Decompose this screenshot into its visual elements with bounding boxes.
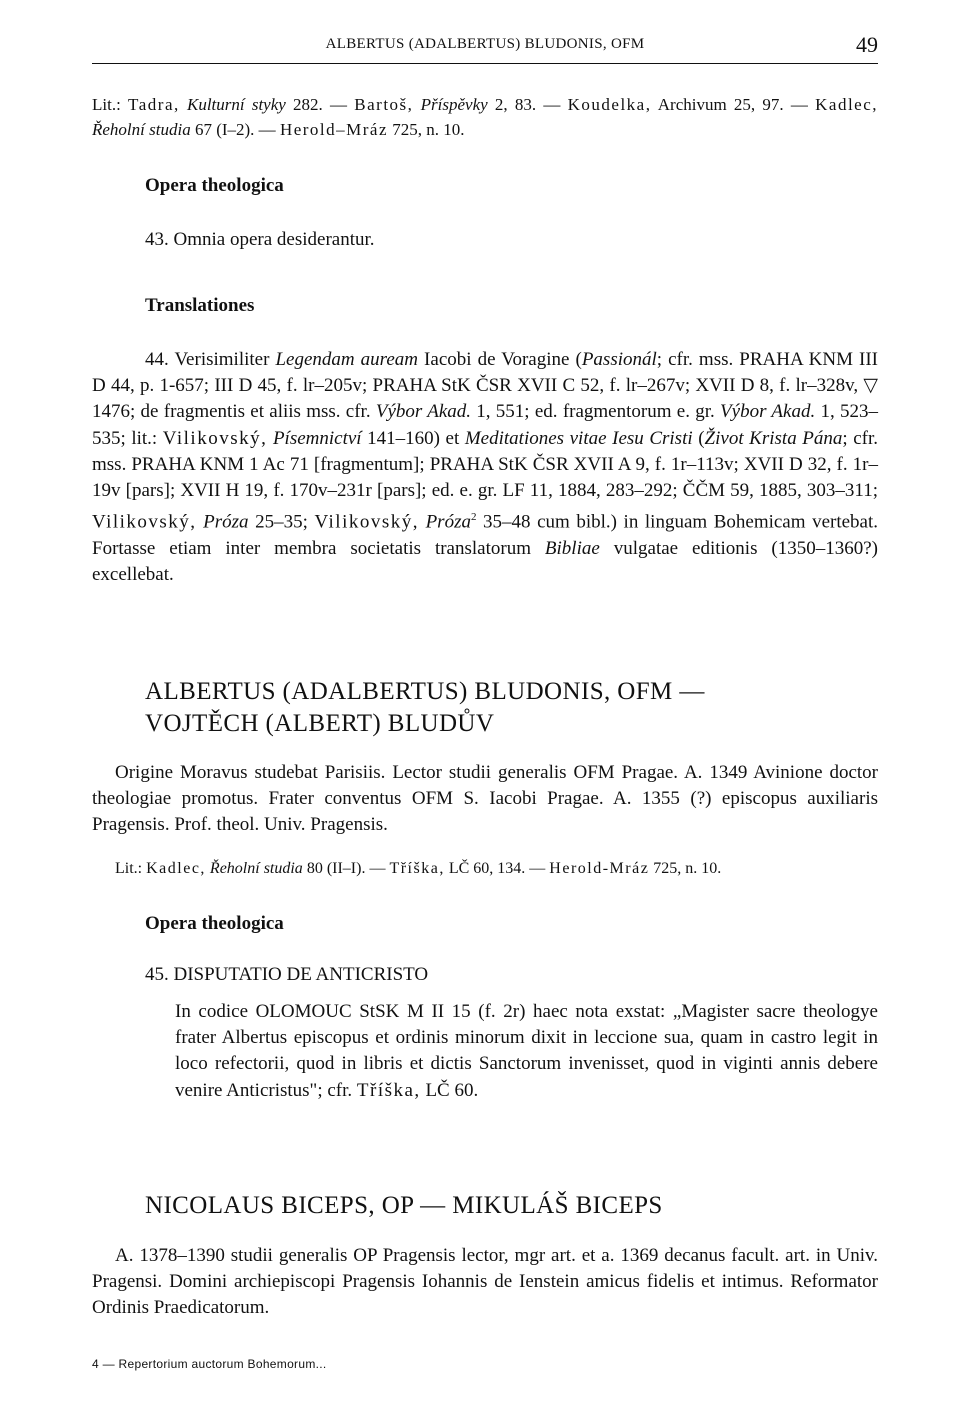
section-heading: Translationes (145, 295, 255, 316)
work-title: Příspěvky (420, 95, 488, 114)
author-name: Vilikovský, (162, 427, 268, 449)
author-name: Herold-Mráz (549, 860, 650, 877)
page-number: 49 (856, 32, 878, 57)
header-rule (92, 63, 878, 64)
author-name: Koudelka, (567, 95, 652, 114)
author-name: Kadlec, (815, 95, 879, 114)
author-name: Vilikovský, (314, 511, 419, 533)
work-title: Kulturní styky (186, 95, 286, 114)
text-run: Iacobi de Voragine ( (418, 349, 582, 370)
work-entry: 43. Omnia opera desiderantur. (145, 229, 375, 250)
biography-paragraph: A. 1378–1390 studii generalis OP Pragensis lector, mgr art. et a. 1369 decanus facult. art. in Univ. Pragensi. Domini archiepiscopi Pragensis Iohannis de Ienstein amicus fidelis et intimus. Reformator Ordinis Praedicatorum. (92, 1245, 878, 1319)
reference: 2, 83. — (487, 95, 561, 114)
text-run: ; cfr. mss. PRAHA KNM 1 Ac 71 [fragmentum]; PRAHA StK ČSR XVII A 9, f. 1r–113v; XVII D 32, f. 1r–19v [pars]; XVII H 19, f. 170v–231r [pars]; ed. e. gr. LF 11, 1884, 283–292; ČČM 59, 1885, 303–311; (92, 427, 879, 502)
page-footer: 4 — Repertorium auctorum Bohemorum... (92, 1357, 327, 1371)
reference: 725, n. 10. (388, 120, 465, 139)
author-name: Vilikovský, (92, 511, 197, 533)
running-title: ALBERTUS (ADALBERTUS) BLUDONIS, OFM (325, 36, 645, 52)
italic-title: Passionál (581, 349, 657, 370)
author-name: Bartoš, (354, 95, 414, 114)
lit-label: Lit.: (115, 860, 143, 877)
entry-title: NICOLAUS BICEPS, OP — MIKULÁŠ BICEPS (145, 1192, 663, 1219)
italic-title: Próza (203, 511, 249, 533)
entry-title-line: VOJTĚCH (ALBERT) BLUDŮV (145, 710, 495, 737)
entry-title-line: ALBERTUS (ADALBERTUS) BLUDONIS, OFM — (145, 678, 705, 705)
work-title: Řeholní studia (209, 860, 303, 877)
work-description (175, 999, 878, 1104)
author-name: Herold–Mráz (279, 120, 389, 139)
italic-title: Výbor Akad. (375, 401, 472, 423)
biography-paragraph: Origine Moravus studebat Parisiis. Lector studii generalis OFM Pragae. A. 1349 Avinione doctor theologiae promotus. Frater conventus OFM S. Iacobi Pragae. A. 1355 (?) episcopus auxiliaris Pragensis. Prof. theol. Univ. Pragensis. (92, 762, 878, 836)
text-run: 35–48 cum bibl.) in linguam Bohemicam vertebat. Fortasse etiam inter membra societatis translatorum (92, 511, 879, 559)
author-name: Tříška, (389, 860, 445, 877)
text-run: vulgatae editionis (1350–1360?) excellebat. (92, 537, 878, 585)
text-run: ( (692, 427, 705, 449)
superscript: 2 (470, 511, 477, 524)
text-run: 25–35; (248, 511, 315, 533)
reference: LČ 60, 134. — (444, 860, 546, 877)
italic-title: Písemnictví (272, 427, 362, 449)
literature-paragraph (115, 858, 878, 880)
work-title-heading: 45. DISPUTATIO DE ANTICRISTO (145, 964, 429, 985)
entry-title (145, 676, 705, 740)
text-run: ; cfr. mss. PRAHA KNM III D 44, p. 1-657; III D 45, f. lr–205v; PRAHA StK ČSR XVII C 52, f. lr–267v; XVII D 8, f. lr–328v, ▽ 1476; de fragmentis et aliis mss. cfr. (92, 349, 879, 423)
reference: 80 (II–I). — (302, 860, 386, 877)
text-run: 141–160) et (361, 427, 465, 449)
author-name: Tadra, (128, 95, 180, 114)
reference: 282. — (285, 95, 348, 114)
italic-title: Život Krista Pána (704, 427, 843, 449)
lit-label: Lit.: (92, 95, 121, 114)
text-run: 1, 551; ed. fragmentorum e. gr. (471, 401, 721, 423)
work-title: Řeholní studia (92, 120, 191, 139)
italic-title: Bibliae (544, 537, 600, 559)
reference: 67 (I–2). — (190, 120, 276, 139)
reference: 725, n. 10. (649, 860, 722, 877)
section-heading: Opera theologica (145, 175, 284, 196)
text-run: LČ 60. (420, 1079, 479, 1101)
italic-title: Výbor Akad. (720, 401, 816, 423)
literature-paragraph (92, 92, 878, 142)
text-run: 44. Verisimiliter (145, 349, 276, 370)
text-run: In codice OLOMOUC StSK M II 15 (f. 2r) haec nota exstat: „Magister sacre theologye frater Albertus episcopus et ordinis minorum dixit in leccione sua, quam in castro legit in loco refectorii, quod in libris et dictis Sanctorum invenisset, quod in viginti annis debere venire Anticristus"; cfr. (175, 1001, 878, 1101)
italic-title: Próza (425, 511, 471, 533)
author-name: Tříška, (356, 1079, 421, 1101)
translation-entry (92, 347, 878, 588)
italic-title: Legendam auream (275, 349, 419, 370)
section-heading: Opera theologica (145, 913, 284, 934)
reference: Archivum 25, 97. — (651, 95, 808, 114)
italic-title: Meditationes vitae Iesu Cristi (464, 427, 693, 449)
author-name: Kadlec, (146, 860, 206, 877)
text-run: 1, 523–535; lit.: (92, 401, 878, 449)
